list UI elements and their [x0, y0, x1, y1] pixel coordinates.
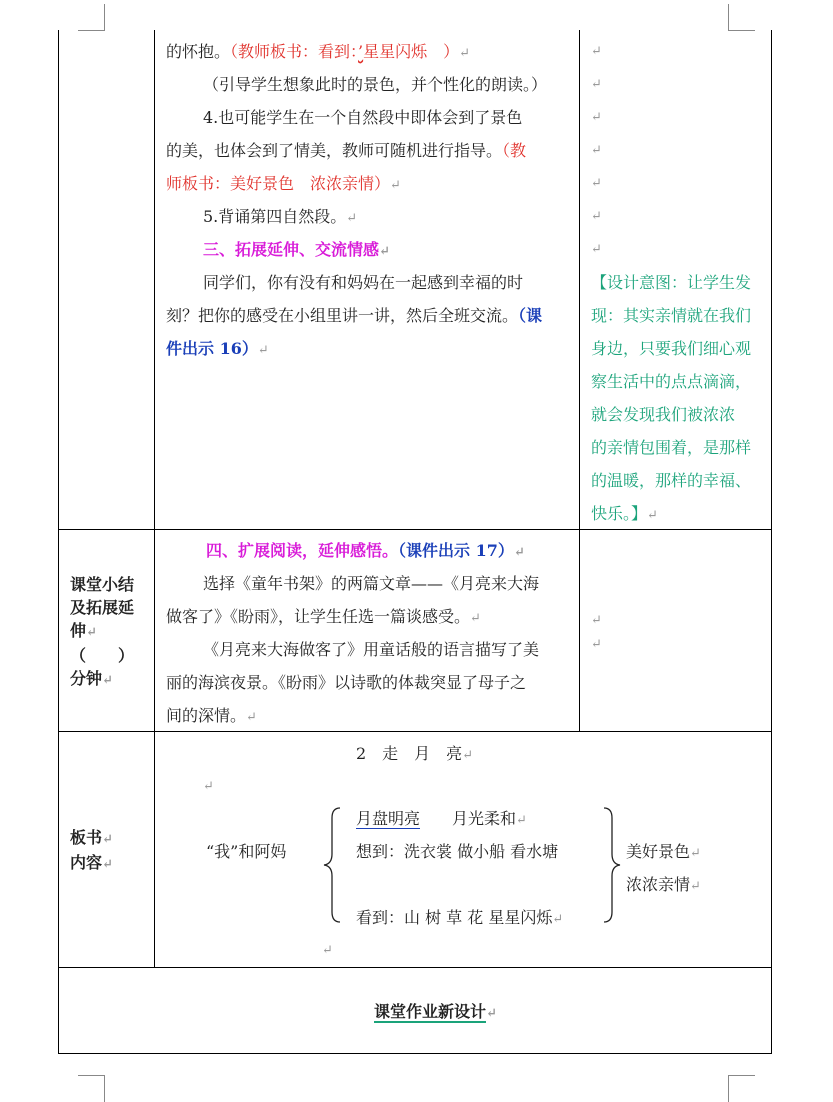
- right-brace: [600, 806, 622, 924]
- paragraph-mark: ↵: [591, 637, 602, 652]
- section-heading: 三、拓展延伸、交流情感↵: [203, 240, 390, 259]
- paragraph-mark: ↵: [591, 176, 602, 191]
- design-intent-line: 察生活中的点点滴滴，: [591, 372, 752, 391]
- design-intent-line: 快乐。】↵: [591, 504, 658, 523]
- text-line: 5.背诵第四自然段。↵: [203, 207, 358, 226]
- column-divider-2: [579, 30, 580, 732]
- board-branch-1: 月盘明亮 月光柔和↵: [356, 809, 527, 828]
- text-line: 做客了》《盼雨》，让学生任选一篇谈感受。↵: [166, 607, 481, 626]
- crop-mark-bottom-right: [728, 1075, 755, 1102]
- paragraph-mark: ↵: [591, 143, 602, 158]
- paragraph-mark: ↵: [591, 77, 602, 92]
- text-line: 丽的海滨夜景。《盼雨》以诗歌的体裁突显了母子之: [166, 673, 527, 692]
- text-line: 选择《童年书架》的两篇文章——《月亮来大海: [203, 574, 540, 593]
- design-intent-line: 【设计意图：让学生发: [591, 273, 752, 292]
- paragraph-mark: ↵: [591, 44, 602, 59]
- design-intent-line: 的温暖，那样的幸福、: [591, 471, 752, 490]
- column-divider-1: [154, 30, 155, 968]
- section-heading: 四、扩展阅读，延伸感悟。（课件出示 17）↵: [206, 541, 525, 560]
- text-line: （引导学生想象此时的景色，并个性化的朗读。）: [203, 75, 548, 94]
- paragraph-mark: ↵: [591, 242, 602, 257]
- board-right-2: 浓浓亲情↵: [626, 875, 701, 894]
- crop-mark-top-left: [78, 4, 105, 31]
- design-intent-line: 的亲情包围着，是那样: [591, 438, 752, 457]
- crop-mark-top-right: [728, 4, 755, 31]
- board-title: 2 走 月 亮↵: [356, 744, 474, 763]
- summary-label: 课堂小结 及拓展延 伸↵ （ ） 分钟↵: [70, 575, 135, 688]
- table-border-right: [771, 30, 772, 1054]
- paragraph-mark: ↵: [322, 943, 333, 958]
- paragraph-mark: ↵: [203, 779, 214, 794]
- row-divider-1: [58, 529, 772, 530]
- crop-mark-bottom-left: [78, 1075, 105, 1102]
- row-divider-3: [58, 967, 772, 968]
- text-line: 间的深情。↵: [166, 706, 257, 725]
- text-line: 刻？把你的感受在小组里讲一讲，然后全班交流。（课: [166, 306, 543, 325]
- left-brace: [322, 806, 344, 924]
- paragraph-mark: ↵: [591, 209, 602, 224]
- text-line: 的怀抱。（教师板书：看到：’星星闪烁 ）↵: [166, 42, 471, 61]
- board-branch-3: 看到：山 树 草 花 星星闪烁↵: [356, 908, 564, 927]
- paragraph-mark: ↵: [591, 613, 602, 628]
- design-intent-line: 现：其实亲情就在我们: [591, 306, 752, 325]
- design-intent-line: 就会发现我们被浓浓: [591, 405, 736, 424]
- table-border-left: [58, 30, 59, 1054]
- board-left-phrase: “我”和阿妈: [206, 842, 287, 861]
- board-right-1: 美好景色↵: [626, 842, 701, 861]
- design-intent-line: 身边，只要我们细心观: [591, 339, 752, 358]
- homework-title: 课堂作业新设计↵: [374, 1002, 497, 1021]
- table-border-bottom: [58, 1053, 772, 1054]
- text-line: 《月亮来大海做客了》用童话般的语言描写了美: [203, 640, 540, 659]
- text-line: 件出示 16）↵: [166, 339, 269, 358]
- board-label: 板书↵ 内容↵: [70, 828, 113, 872]
- paragraph-mark: ↵: [591, 110, 602, 125]
- text-line: 4.也可能学生在一个自然段中即体会到了景色: [203, 108, 523, 127]
- text-line: 的美，也体会到了情美，教师可随机进行指导。（教: [166, 141, 527, 160]
- board-branch-2: 想到：洗衣裳 做小船 看水塘: [356, 842, 559, 861]
- text-line: 同学们，你有没有和妈妈在一起感到幸福的时: [203, 273, 524, 292]
- text-line: 师板书：美好景色 浓浓亲情）↵: [166, 174, 401, 193]
